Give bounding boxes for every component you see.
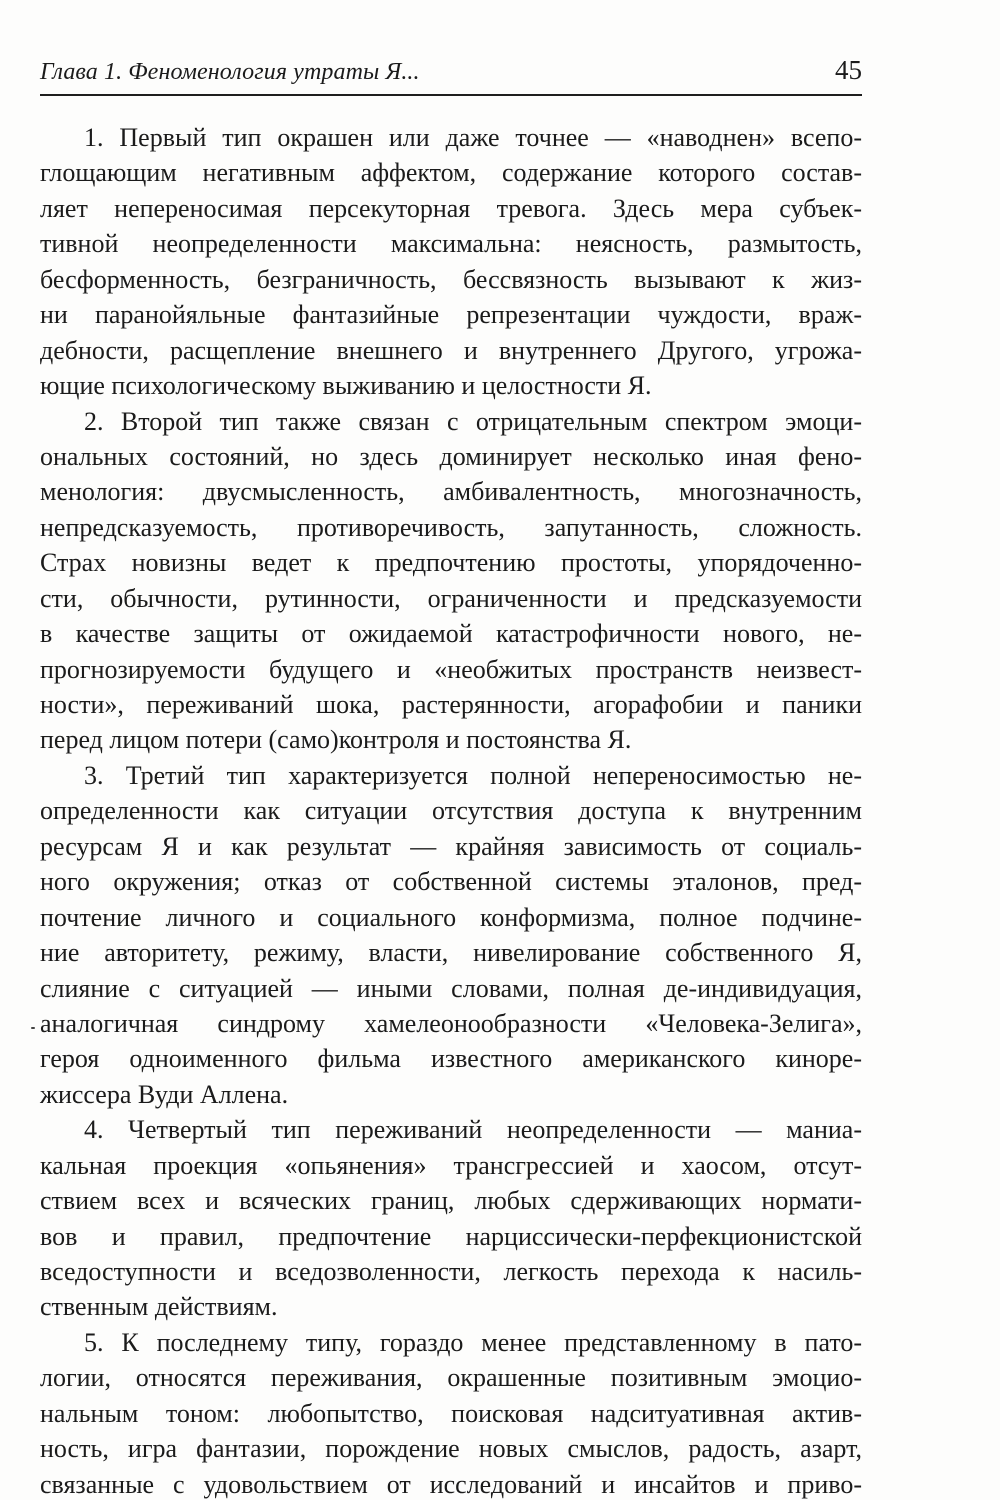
text-line: 4. Четвертый тип переживаний неопределенности — маниа- bbox=[84, 1115, 862, 1145]
text-line: вседоступности и вседозволенности, легкость перехода к насиль- bbox=[40, 1257, 862, 1286]
running-title: Глава 1. Феноменология утраты Я... bbox=[40, 59, 420, 85]
paragraph-3 bbox=[40, 758, 862, 1112]
text-line: 5. К последнему типу, гораздо менее представленному в пато- bbox=[84, 1327, 862, 1357]
text-line: ности», переживаний шока, растерянности, агорафобии и паники bbox=[40, 690, 862, 719]
text-line: ни паранойяльные фантазийные репрезентации чуждости, враж- bbox=[40, 300, 862, 330]
text-line: сти, обычности, рутинности, ограниченности и предсказуемости bbox=[40, 583, 862, 613]
text-line: ственным действиям. bbox=[40, 1292, 278, 1322]
text-line: почтение личного и социального конформизма, полное подчине- bbox=[40, 902, 862, 932]
text-line: логии, относятся переживания, окрашенные позитивным эмоцио- bbox=[40, 1363, 862, 1393]
text-line: непредсказуемость, противоречивость, запутанность, сложность. bbox=[40, 512, 862, 542]
text-line: героя одноименного фильма известного американского киноре- bbox=[40, 1044, 862, 1074]
text-line: вов и правил, предпочтение нарциссически-перфекционистской bbox=[40, 1221, 862, 1251]
paragraph-5 bbox=[40, 1325, 862, 1500]
text-line: ность, игра фантазии, порождение новых смыслов, радость, азарт, bbox=[40, 1434, 862, 1464]
text-line: дебности, расщепление внешнего и внутреннего Другого, угрожа- bbox=[40, 335, 862, 365]
text-line: 1. Первый тип окрашен или даже точнее — «наводнен» всепо- bbox=[84, 123, 862, 152]
text-line: ствием всех и всяческих границ, любых сдерживающих нормати- bbox=[40, 1186, 862, 1216]
text-line: определенности как ситуации отсутствия доступа к внутренним bbox=[40, 796, 862, 826]
print-speck bbox=[31, 1027, 35, 1029]
text-line: 2. Второй тип также связан с отрицательным спектром эмоци- bbox=[84, 406, 862, 436]
paragraph-2 bbox=[40, 404, 862, 758]
text-line: связанные с удовольствием от исследований и инсайтов и приво- bbox=[40, 1469, 862, 1499]
paragraph-1 bbox=[40, 120, 862, 404]
text-line: ресурсам Я и как результат — крайняя зависимость от социаль- bbox=[40, 831, 862, 861]
text-line: Страх новизны ведет к предпочтению простоты, упорядоченно- bbox=[40, 548, 862, 578]
text-line: ние авторитету, режиму, власти, нивелирование собственного Я, bbox=[40, 938, 862, 968]
page-number: 45 bbox=[835, 55, 862, 85]
text-line: менология: двусмысленность, амбивалентность, многозначность, bbox=[40, 477, 862, 507]
body-text bbox=[40, 120, 862, 1500]
text-line: слияние с ситуацией — иными словами, полная де-индивидуация, bbox=[40, 973, 862, 1003]
text-line: перед лицом потери (само)контроля и постоянства Я. bbox=[40, 725, 632, 755]
text-line: ющие психологическому выживанию и целостности Я. bbox=[40, 371, 652, 401]
text-line: ного окружения; отказ от собственной системы эталонов, пред- bbox=[40, 867, 862, 897]
running-head bbox=[40, 52, 862, 96]
text-line: ляет непереносимая персекуторная тревога. Здесь мера субъек- bbox=[40, 193, 862, 223]
text-line: в качестве защиты от ожидаемой катастрофичности нового, не- bbox=[40, 619, 862, 649]
text-line: прогнозируемости будущего и «необжитых пространств неизвест- bbox=[40, 654, 862, 684]
text-line: жиссера Вуди Аллена. bbox=[40, 1079, 289, 1109]
text-line: кальная проекция «опьянения» трансгрессией и хаосом, отсут- bbox=[40, 1150, 862, 1180]
text-line: нальным тоном: любопытство, поисковая надситуативная актив- bbox=[40, 1398, 862, 1428]
paragraph-4 bbox=[40, 1112, 862, 1325]
text-line: глощающим негативным аффектом, содержание которого состав- bbox=[40, 158, 862, 188]
text-line: аналогичная синдрому хамелеонообразности «Человека-Зелига», bbox=[40, 1008, 862, 1038]
text-line: ональных состояний, но здесь доминирует несколько иная фено- bbox=[40, 441, 862, 471]
text-line: тивной неопределенности максимальна: неясность, размытость, bbox=[40, 229, 862, 259]
text-line: бесформенность, безграничность, бессвязность вызывают к жиз- bbox=[40, 264, 862, 294]
text-line: 3. Третий тип характеризуется полной непереносимостью не- bbox=[84, 760, 862, 790]
